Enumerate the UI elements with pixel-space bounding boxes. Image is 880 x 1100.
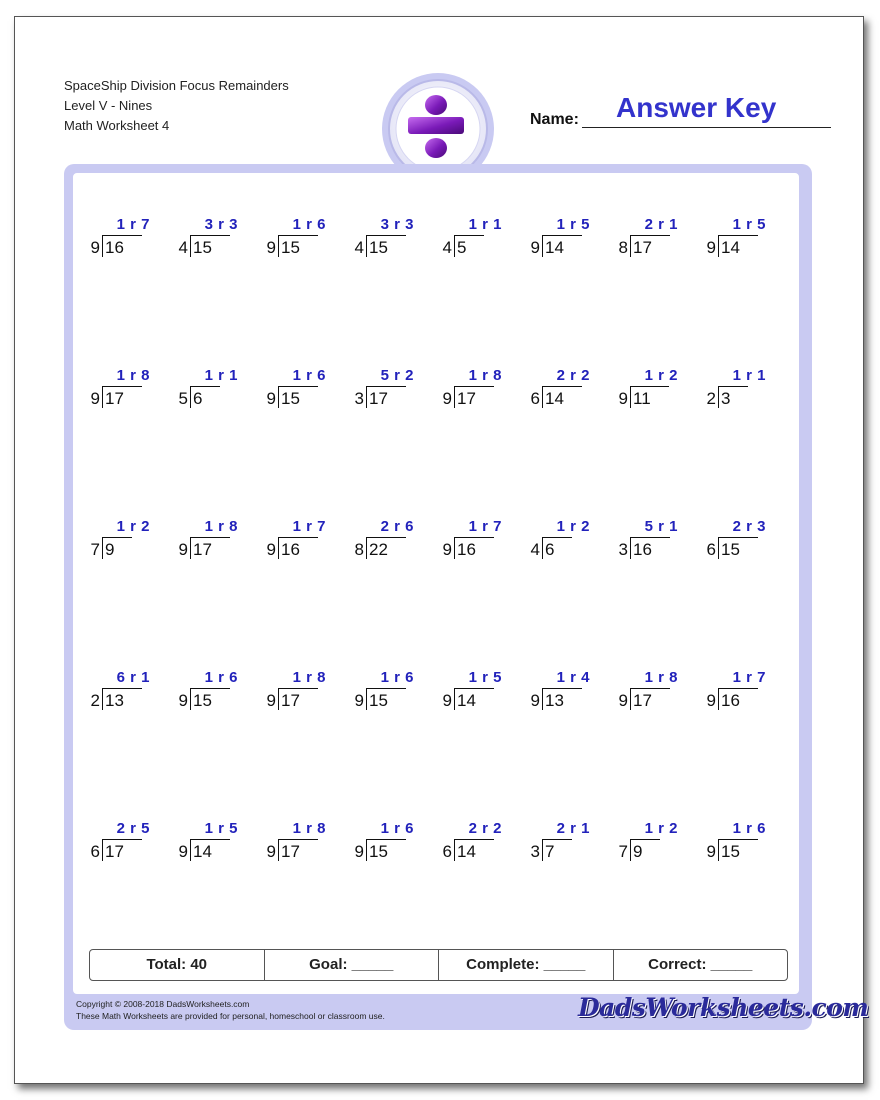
divisor: 9 (178, 842, 188, 861)
answer-quotient: 1 r 5 (556, 216, 590, 233)
division-problem (518, 367, 598, 415)
divisor: 3 (354, 389, 364, 408)
divisor: 7 (90, 540, 100, 559)
name-underline (582, 127, 831, 128)
divisor: 4 (178, 238, 188, 257)
division-problem (254, 216, 334, 264)
dividend: 16 (278, 537, 318, 559)
divisor: 6 (706, 540, 716, 559)
answer-quotient: 1 r 8 (468, 367, 502, 384)
dividend: 3 (718, 386, 748, 408)
dividend: 6 (190, 386, 220, 408)
division-problem (166, 367, 246, 415)
copyright-line: Copyright © 2008-2018 DadsWorksheets.com (76, 999, 250, 1009)
divisor: 3 (618, 540, 628, 559)
answer-quotient: 6 r 1 (116, 669, 150, 686)
dividend: 17 (454, 386, 494, 408)
answer-quotient: 5 r 2 (380, 367, 414, 384)
division-problem (518, 669, 598, 717)
dividend: 9 (630, 839, 660, 861)
divisor: 9 (706, 842, 716, 861)
divisor: 9 (442, 540, 452, 559)
dividend: 22 (366, 537, 406, 559)
divisor: 6 (530, 389, 540, 408)
divisor: 9 (530, 238, 540, 257)
answer-quotient: 1 r 2 (644, 820, 678, 837)
dividend: 15 (718, 537, 758, 559)
dividend: 15 (718, 839, 758, 861)
answer-quotient: 1 r 5 (732, 216, 766, 233)
divisor: 9 (266, 238, 276, 257)
divisor: 9 (442, 389, 452, 408)
divisor: 9 (530, 691, 540, 710)
dividend: 14 (454, 839, 494, 861)
divisor: 8 (354, 540, 364, 559)
divisor: 2 (90, 691, 100, 710)
divisor: 9 (90, 238, 100, 257)
answer-quotient: 2 r 6 (380, 518, 414, 535)
answer-quotient: 1 r 7 (116, 216, 150, 233)
answer-quotient: 1 r 1 (732, 367, 766, 384)
dividend: 17 (278, 688, 318, 710)
dividend: 15 (366, 688, 406, 710)
answer-quotient: 1 r 8 (292, 669, 326, 686)
name-label: Name: (530, 111, 579, 128)
dividend: 13 (102, 688, 142, 710)
answer-quotient: 1 r 6 (732, 820, 766, 837)
divisor: 4 (442, 238, 452, 257)
dividend: 17 (102, 839, 142, 861)
divisor: 6 (442, 842, 452, 861)
dividend: 16 (718, 688, 758, 710)
answer-quotient: 1 r 7 (468, 518, 502, 535)
divisor: 9 (354, 842, 364, 861)
division-problem (78, 367, 158, 415)
division-problem (342, 518, 422, 566)
answer-quotient: 1 r 2 (116, 518, 150, 535)
division-problem (606, 669, 686, 717)
division-problem (606, 820, 686, 868)
dividend: 14 (454, 688, 494, 710)
dividend: 14 (190, 839, 230, 861)
dividend: 14 (542, 235, 582, 257)
division-problem (78, 216, 158, 264)
divisor: 3 (530, 842, 540, 861)
answer-quotient: 1 r 1 (468, 216, 502, 233)
division-problem (430, 216, 510, 264)
division-problem (78, 669, 158, 717)
division-problem (694, 367, 774, 415)
division-problem (166, 820, 246, 868)
division-problem (518, 820, 598, 868)
answer-quotient: 2 r 1 (556, 820, 590, 837)
dividend: 15 (278, 235, 318, 257)
title-line-3: Math Worksheet 4 (64, 118, 170, 133)
divisor: 9 (706, 238, 716, 257)
dividend: 17 (102, 386, 142, 408)
worksheet-title (64, 76, 289, 136)
answer-quotient: 1 r 6 (204, 669, 238, 686)
answer-quotient: 3 r 3 (380, 216, 414, 233)
answer-quotient: 2 r 1 (644, 216, 678, 233)
division-problem (254, 518, 334, 566)
brand-logo: DadsWorksheets.com (578, 993, 869, 1022)
divisor: 2 (706, 389, 716, 408)
division-problem (342, 367, 422, 415)
divisor: 9 (618, 691, 628, 710)
divisor: 9 (354, 691, 364, 710)
divisor: 9 (618, 389, 628, 408)
answer-quotient: 1 r 6 (380, 820, 414, 837)
division-problem (166, 518, 246, 566)
answer-quotient: 1 r 7 (732, 669, 766, 686)
answer-quotient: 1 r 8 (644, 669, 678, 686)
division-problem (254, 367, 334, 415)
dividend: 7 (542, 839, 572, 861)
division-problem (694, 820, 774, 868)
problem-grid (64, 164, 812, 944)
division-problem (430, 669, 510, 717)
dividend: 15 (190, 688, 230, 710)
division-problem (342, 216, 422, 264)
dividend: 17 (278, 839, 318, 861)
dividend: 15 (190, 235, 230, 257)
divisor: 9 (90, 389, 100, 408)
division-problem (342, 669, 422, 717)
divisor: 9 (266, 540, 276, 559)
answer-quotient: 3 r 3 (204, 216, 238, 233)
dividend: 17 (630, 688, 670, 710)
goal-cell[interactable]: Goal: _____ (265, 950, 440, 980)
division-problem (254, 669, 334, 717)
score-summary (89, 949, 788, 981)
answer-quotient: 2 r 5 (116, 820, 150, 837)
divisor: 6 (90, 842, 100, 861)
dividend: 14 (718, 235, 758, 257)
dividend: 17 (190, 537, 230, 559)
answer-quotient: 1 r 8 (292, 820, 326, 837)
title-line-1: SpaceShip Division Focus Remainders (64, 78, 289, 93)
division-problem (606, 367, 686, 415)
answer-quotient: 5 r 1 (644, 518, 678, 535)
answer-quotient: 1 r 1 (204, 367, 238, 384)
answer-quotient: 1 r 7 (292, 518, 326, 535)
division-problem (342, 820, 422, 868)
dividend: 16 (102, 235, 142, 257)
answer-quotient: 1 r 2 (556, 518, 590, 535)
answer-quotient: 1 r 6 (380, 669, 414, 686)
dividend: 15 (278, 386, 318, 408)
dividend: 16 (454, 537, 494, 559)
answer-quotient: 2 r 2 (468, 820, 502, 837)
answer-quotient: 1 r 6 (292, 216, 326, 233)
dividend: 15 (366, 235, 406, 257)
division-problem (430, 367, 510, 415)
division-problem (430, 518, 510, 566)
answer-quotient: 1 r 8 (116, 367, 150, 384)
divisor: 8 (618, 238, 628, 257)
dividend: 15 (366, 839, 406, 861)
division-problem (694, 518, 774, 566)
answer-quotient: 1 r 8 (204, 518, 238, 535)
division-problem (694, 216, 774, 264)
dividend: 16 (630, 537, 670, 559)
answer-quotient: 2 r 3 (732, 518, 766, 535)
answer-quotient: 2 r 2 (556, 367, 590, 384)
division-problem (518, 216, 598, 264)
dividend: 9 (102, 537, 132, 559)
division-problem (518, 518, 598, 566)
division-problem (254, 820, 334, 868)
dividend: 13 (542, 688, 582, 710)
divisor: 9 (266, 389, 276, 408)
total-cell: Total: 40 (90, 950, 265, 980)
division-problem (694, 669, 774, 717)
divisor: 9 (442, 691, 452, 710)
dividend: 17 (630, 235, 670, 257)
answer-key-text: Answer Key (616, 92, 777, 123)
divisor: 9 (266, 842, 276, 861)
divisor: 9 (266, 691, 276, 710)
dividend: 11 (630, 386, 669, 408)
divisor: 9 (178, 691, 188, 710)
divisor: 4 (530, 540, 540, 559)
copyright-notice (76, 998, 385, 1022)
division-problem (430, 820, 510, 868)
dividend: 6 (542, 537, 572, 559)
division-problem (606, 216, 686, 264)
usage-line: These Math Worksheets are provided for personal, homeschool or classroom use. (76, 1011, 385, 1021)
divisor: 9 (178, 540, 188, 559)
correct-cell[interactable]: Correct: _____ (648, 956, 753, 973)
dividend: 5 (454, 235, 484, 257)
name-field[interactable] (530, 90, 832, 130)
answer-quotient: 1 r 4 (556, 669, 590, 686)
answer-quotient: 1 r 5 (204, 820, 238, 837)
title-line-2: Level V - Nines (64, 98, 153, 113)
division-problem (166, 216, 246, 264)
answer-quotient: 1 r 2 (644, 367, 678, 384)
division-problem (166, 669, 246, 717)
division-problem (78, 820, 158, 868)
division-problem (606, 518, 686, 566)
divisor: 9 (706, 691, 716, 710)
answer-quotient: 1 r 5 (468, 669, 502, 686)
answer-quotient: 1 r 6 (292, 367, 326, 384)
dividend: 14 (542, 386, 582, 408)
problem-frame (64, 164, 812, 1030)
divisor: 4 (354, 238, 364, 257)
division-problem (78, 518, 158, 566)
divisor: 7 (618, 842, 628, 861)
divisor: 5 (178, 389, 188, 408)
complete-cell[interactable]: Complete: _____ (439, 950, 614, 980)
dividend: 17 (366, 386, 406, 408)
